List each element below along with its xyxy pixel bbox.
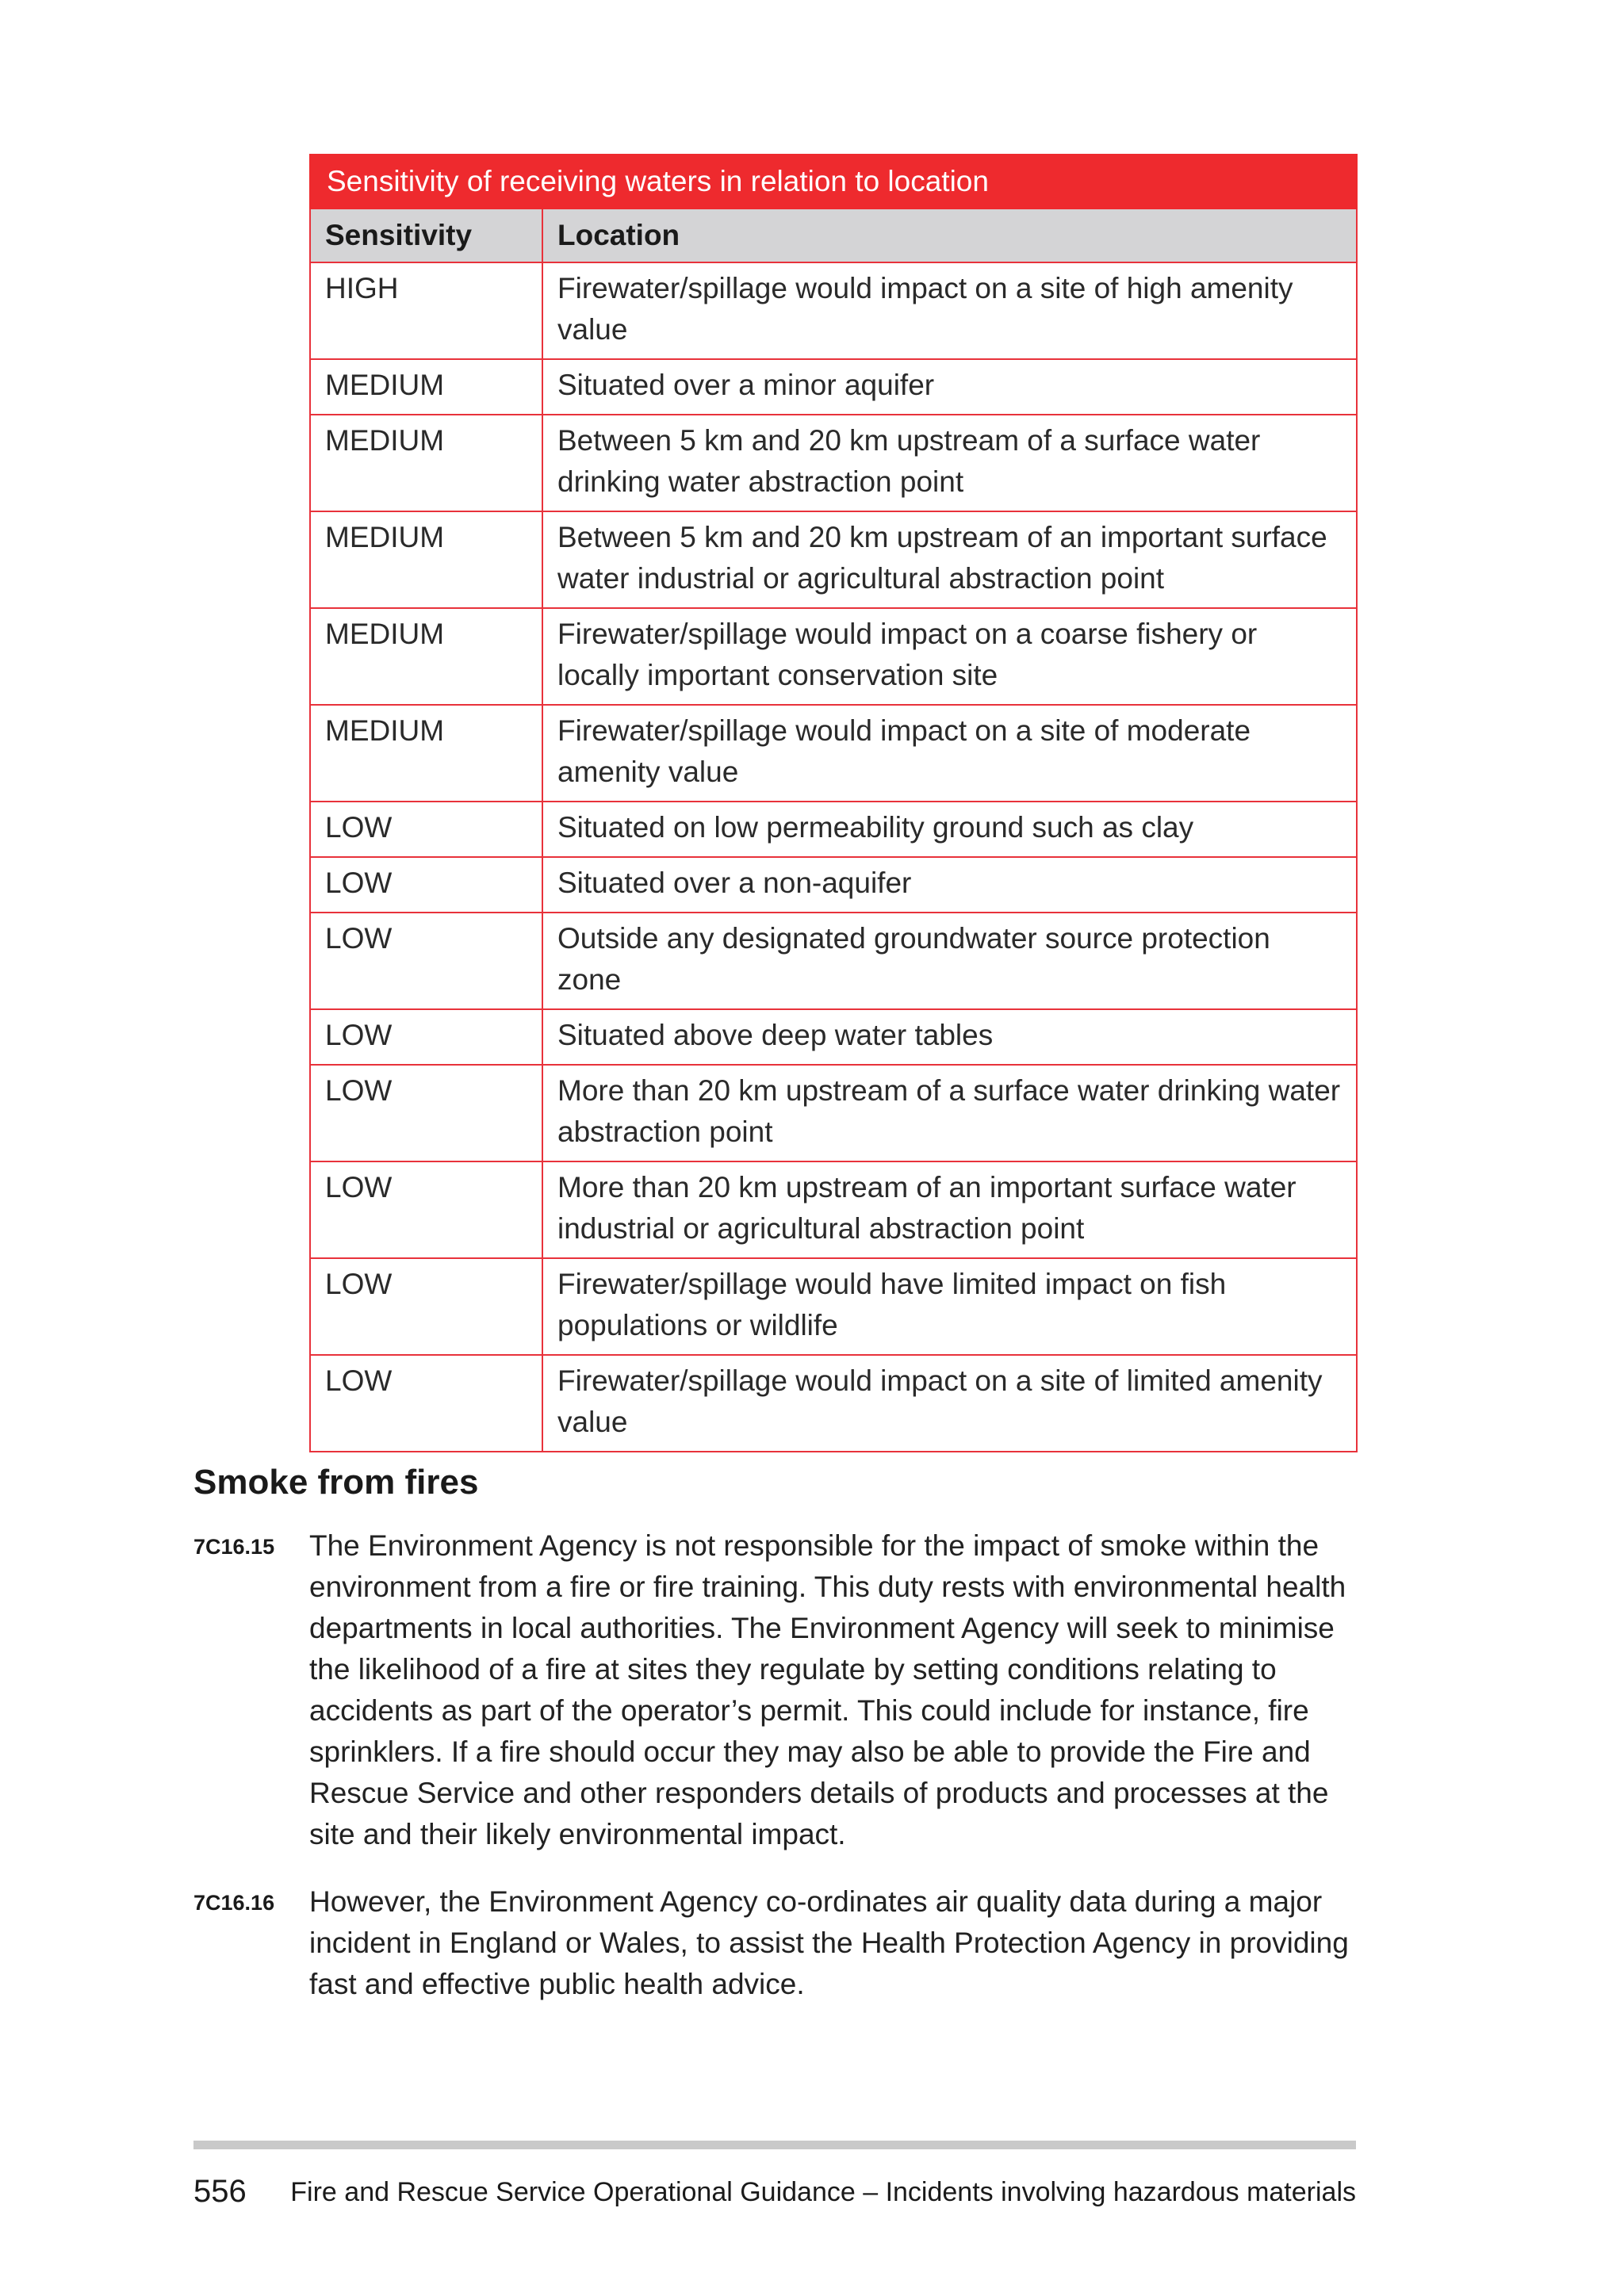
sensitivity-cell: HIGH [310,262,542,359]
location-cell: More than 20 km upstream of a surface water drinking water abstraction point [542,1065,1357,1161]
sensitivity-cell: MEDIUM [310,705,542,802]
paragraph-text: The Environment Agency is not responsible for the impact of smoke within the environment from a fire or fire training. This duty rests with environmental health departments in local authorities. The Environment Agency will seek to minimise the likelihood of a fire at sites they regulate by setting conditions relating to accidents as part of the operator’s permit. This could include for instance, fire sprinklers. If a fire should occur they may also be able to provide the Fire and Rescue Service and other responders details of products and processes at the site and their likely environmental impact. [309,1529,1346,1850]
location-cell: Firewater/spillage would impact on a site of high amenity value [542,262,1357,359]
table-row [310,1258,1357,1355]
paragraph [193,1881,1356,2005]
table-row [310,1161,1357,1258]
location-cell: Firewater/spillage would impact on a site of moderate amenity value [542,705,1357,802]
footer-title: Fire and Rescue Service Operational Guidance – Incidents involving hazardous materials [290,2177,1356,2207]
paragraph-number: 7C16.16 [193,1891,275,1915]
sensitivity-cell: LOW [310,857,542,913]
sensitivity-cell: MEDIUM [310,415,542,511]
sensitivity-table [309,154,1358,1452]
sensitivity-cell: LOW [310,913,542,1009]
sensitivity-cell: MEDIUM [310,608,542,705]
location-cell: Between 5 km and 20 km upstream of a surface water drinking water abstraction point [542,415,1357,511]
location-cell: Situated over a non-aquifer [542,857,1357,913]
paragraph [193,1525,1356,1855]
location-cell: Situated over a minor aquifer [542,359,1357,415]
table-row [310,262,1357,359]
sensitivity-cell: LOW [310,802,542,857]
paragraph-number: 7C16.15 [193,1535,275,1559]
table-header-row [310,209,1357,262]
sensitivity-cell: LOW [310,1009,542,1065]
table-row [310,608,1357,705]
table-row [310,802,1357,857]
location-cell: Between 5 km and 20 km upstream of an important surface water industrial or agricultural abstraction point [542,511,1357,608]
footer-divider [193,2141,1356,2149]
table-row [310,1009,1357,1065]
table-row [310,359,1357,415]
table-row [310,705,1357,802]
location-cell: Firewater/spillage would impact on a coarse fishery or locally important conservation site [542,608,1357,705]
sensitivity-cell: LOW [310,1258,542,1355]
table-row [310,857,1357,913]
column-header-location: Location [542,209,1357,262]
location-cell: Firewater/spillage would impact on a site of limited amenity value [542,1355,1357,1452]
sensitivity-cell: LOW [310,1065,542,1161]
sensitivity-cell: LOW [310,1161,542,1258]
table-row [310,415,1357,511]
section-heading: Smoke from fires [193,1463,479,1502]
location-cell: Firewater/spillage would have limited impact on fish populations or wildlife [542,1258,1357,1355]
table-row [310,913,1357,1009]
location-cell: Situated on low permeability ground such as clay [542,802,1357,857]
sensitivity-cell: MEDIUM [310,511,542,608]
location-cell: Outside any designated groundwater source protection zone [542,913,1357,1009]
table-caption: Sensitivity of receiving waters in relation to location [310,155,1357,209]
page-number: 556 [193,2174,247,2209]
column-header-sensitivity: Sensitivity [310,209,542,262]
sensitivity-cell: MEDIUM [310,359,542,415]
table-row [310,1065,1357,1161]
paragraph-text: However, the Environment Agency co-ordinates air quality data during a major incident in England or Wales, to assist the Health Protection Agency in providing fast and effective public health advice. [309,1885,1349,2000]
sensitivity-cell: LOW [310,1355,542,1452]
table-row [310,511,1357,608]
table-row [310,1355,1357,1452]
table-caption-row [310,155,1357,209]
location-cell: Situated above deep water tables [542,1009,1357,1065]
location-cell: More than 20 km upstream of an important surface water industrial or agricultural abstraction point [542,1161,1357,1258]
